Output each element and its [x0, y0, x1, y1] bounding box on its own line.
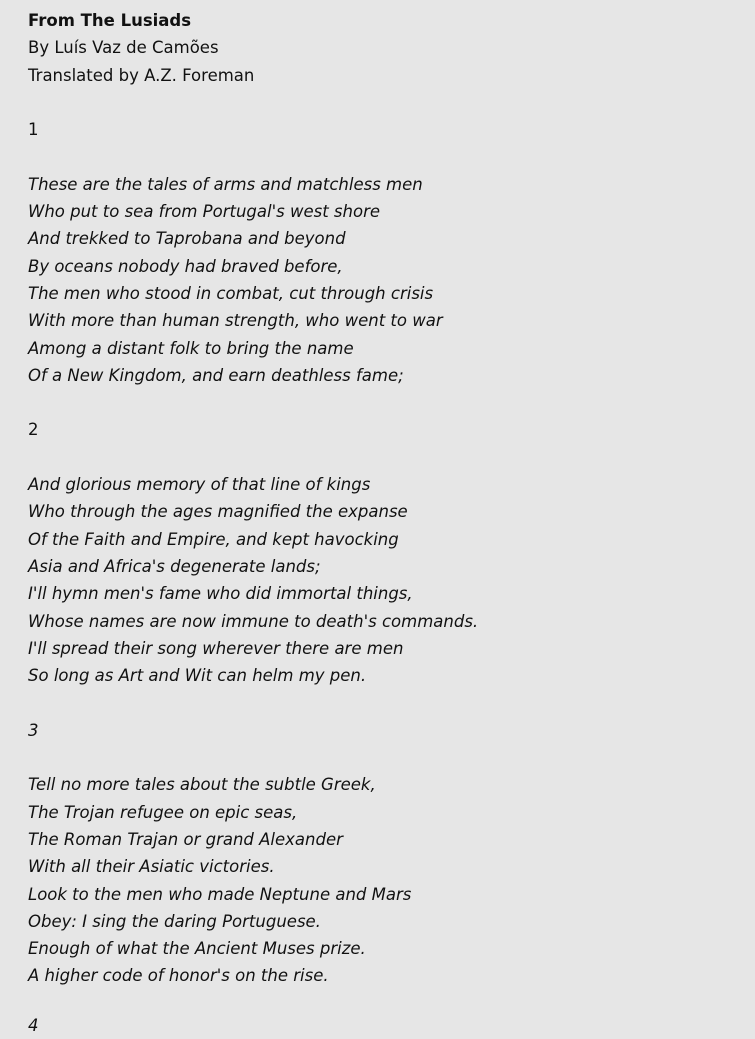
verse-line: By oceans nobody had braved before,	[28, 256, 343, 276]
spacer	[28, 89, 743, 116]
verse-line: Look to the men who made Neptune and Mars	[28, 884, 412, 904]
stanza-number-cutoff: 4	[28, 1016, 39, 1035]
author-line: By Luís Vaz de Camões	[28, 38, 219, 58]
verse-line: I'll spread their song wherever there are men	[28, 638, 404, 658]
verse-line: The Roman Trajan or grand Alexander	[28, 829, 343, 849]
verse-line: The Trojan refugee on epic seas,	[28, 802, 298, 822]
verse-line: Among a distant folk to bring the name	[28, 338, 354, 358]
stanza-number: 3	[28, 720, 39, 740]
verse-line: Asia and Africa's degenerate lands;	[28, 556, 321, 576]
verse-line: The men who stood in combat, cut through crisis	[28, 283, 434, 303]
verse-line: Whose names are now immune to death's commands.	[28, 611, 479, 631]
spacer	[28, 444, 743, 471]
verse-line: Who through the ages magnified the expanse	[28, 502, 408, 522]
translator-line: Translated by A.Z. Foreman	[28, 65, 255, 85]
poem-title: From The Lusiads	[28, 11, 192, 30]
verse-line: Obey: I sing the daring Portuguese.	[28, 911, 321, 931]
spacer	[28, 143, 743, 170]
verse-line: Of a New Kingdom, and earn deathless fame;	[28, 365, 404, 385]
document-body	[28, 7, 743, 990]
verse-line: I'll hymn men's fame who did immortal things,	[28, 584, 413, 604]
verse-line: Tell no more tales about the subtle Greek,	[28, 775, 376, 795]
verse-line: These are the tales of arms and matchless men	[28, 174, 423, 194]
spacer	[28, 689, 743, 716]
verse-line: With all their Asiatic victories.	[28, 857, 275, 877]
spacer	[28, 744, 743, 771]
verse-line: A higher code of honor's on the rise.	[28, 966, 329, 986]
verse-line: Enough of what the Ancient Muses prize.	[28, 939, 366, 959]
verse-line: Of the Faith and Empire, and kept havocking	[28, 529, 399, 549]
verse-line: Who put to sea from Portugal's west shore	[28, 202, 381, 222]
spacer	[28, 389, 743, 416]
verse-line: And trekked to Taprobana and beyond	[28, 229, 346, 249]
verse-line: With more than human strength, who went to war	[28, 311, 443, 331]
stanza-number: 2	[28, 420, 39, 440]
verse-line: And glorious memory of that line of kings	[28, 475, 371, 495]
verse-line: So long as Art and Wit can helm my pen.	[28, 666, 367, 686]
stanza-number: 1	[28, 120, 39, 140]
